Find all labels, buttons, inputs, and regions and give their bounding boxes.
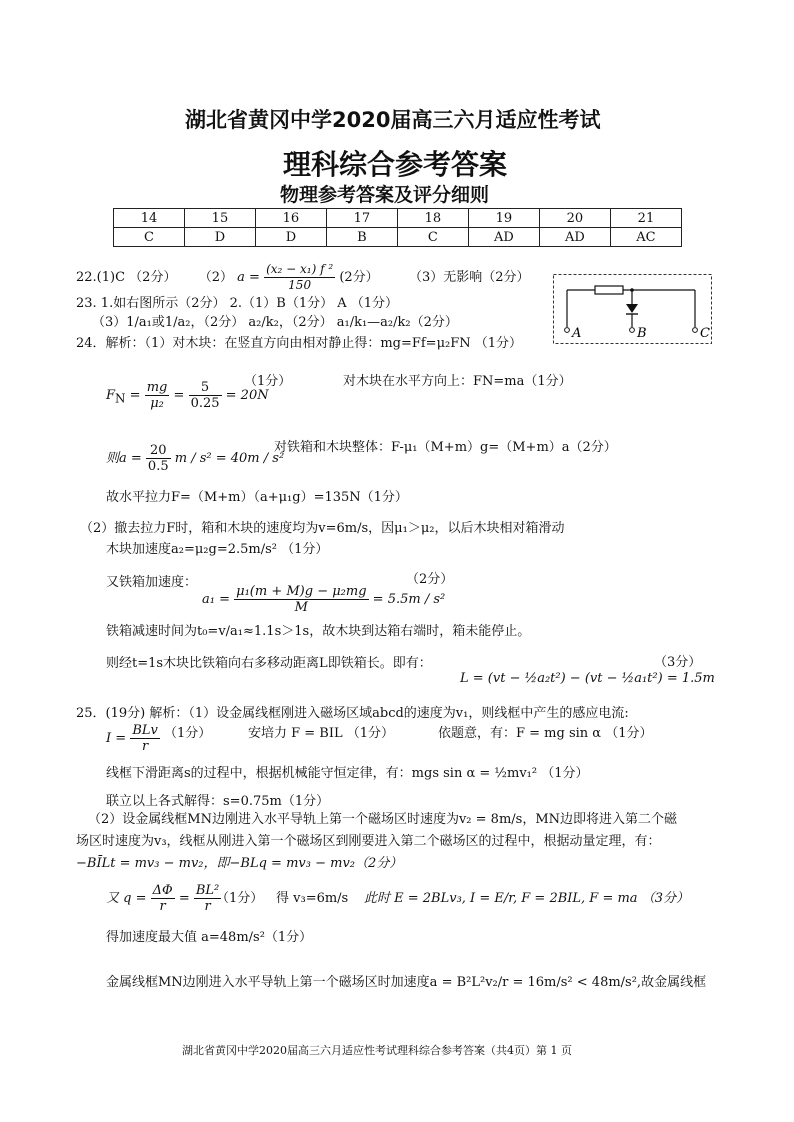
- q22-denominator: 150: [288, 278, 312, 292]
- answer-cell: AD: [539, 228, 610, 247]
- q25-p2-line2: 场区时速度为v₃，线框从刚进入第一个磁场区到刚要进入第二个磁场区的过程中，根据动量定理，有：: [76, 834, 661, 849]
- answer-cell: AC: [610, 228, 681, 247]
- q23-line2: （3）1/a₁或1/a₂，（2分） a₂/k₂，（2分） a₁/k₁—a₂/k₂（2分）: [92, 315, 458, 330]
- q24-a1-equation: [202, 584, 445, 615]
- answer-table: [113, 208, 682, 247]
- i-numerator: BLv: [132, 723, 158, 738]
- question-number: 14: [114, 209, 185, 228]
- fn-denominator-2: 0.25: [190, 396, 220, 411]
- terminal-b-icon: [630, 328, 635, 333]
- a-fraction: [146, 443, 171, 474]
- q25-ampere: 安培力 F = BIL （1分）: [248, 726, 395, 741]
- q24-intro: 24．解析：（1）对木块：在竖直方向由相对静止得：mg=Ff=μ₂FN （1分）: [76, 336, 523, 351]
- question-number: 20: [539, 209, 610, 228]
- q24-move-score: （3分）: [654, 655, 702, 670]
- a1-numerator: μ₁(m + M)g − μ₂mg: [236, 584, 367, 599]
- q-fraction-1: [151, 883, 175, 914]
- a-result: m / s² = 40m / s²: [174, 451, 285, 466]
- i-denominator: r: [141, 739, 149, 754]
- terminal-a-label: A: [572, 326, 582, 341]
- question-number: 15: [184, 209, 255, 228]
- main-title: 理科综合参考答案: [283, 148, 508, 181]
- q25-last-line: 金属线框MN边刚进入水平导轨上第一个磁场区时加速度a = B²L²v₂/r = 16m/s² < 48m/s²,故金属线框: [106, 975, 707, 990]
- answer-cell: C: [397, 228, 468, 247]
- q24-decel: 铁箱减速时间为t₀=v/a₁≈1.1s＞1s，故木块到达箱右端时，箱未能停止。: [106, 624, 531, 639]
- q24-horizontal: 对木块在水平方向上：FN=ma（1分）: [343, 374, 572, 389]
- q25-max-acc: 得加速度最大值 a=48m/s²（1分）: [106, 930, 313, 945]
- a1-score: （2分）: [406, 572, 454, 587]
- junction-dot-icon: [630, 288, 634, 292]
- q24-move: 则经t=1s木块比铁箱向右多移动距离L即铁箱长。即有：: [106, 656, 432, 671]
- q22-numerator: (x₂ − x₁) f ²: [266, 262, 334, 276]
- q22-part2-score: (2分）: [339, 270, 379, 285]
- q25-i-equation: [106, 723, 160, 754]
- a1-result: = 5.5m / s²: [372, 592, 446, 607]
- terminal-c-icon: [693, 328, 698, 333]
- answer-cell: C: [114, 228, 185, 247]
- terminal-c-label: C: [700, 326, 710, 341]
- fn-equals-2: =: [173, 388, 185, 403]
- fn-equals: =: [129, 388, 141, 403]
- question-number: 17: [326, 209, 397, 228]
- q-score: （1分）: [216, 891, 264, 906]
- q-numerator-1: ΔΦ: [152, 883, 173, 898]
- answer-table-numbers-row: [114, 209, 682, 228]
- q24-L-formula: L = (vt − ½a₂t²) − (vt − ½a₁t²) = 1.5m: [460, 671, 715, 686]
- q25-solve: 联立以上各式解得：s=0.75m（1分）: [106, 794, 330, 809]
- q25-q-equation: [106, 883, 221, 914]
- fn-fraction-2: [189, 380, 222, 411]
- q25-p2-line3: −BĪLt = mv₃ − mv₂，即−BLq = mv₃ − mv₂（2分）: [76, 856, 403, 871]
- q-prefix: 又 q =: [106, 891, 147, 906]
- sub-title: 物理参考答案及评分细则: [280, 184, 490, 206]
- fn-fraction-1: [145, 380, 170, 411]
- a-denominator: 0.5: [147, 459, 169, 474]
- answer-table-answers-row: [114, 228, 682, 247]
- q22-part3: （3）无影响（2分）: [408, 270, 530, 285]
- q-denominator-1: r: [159, 899, 166, 914]
- a1-lhs: a₁ =: [202, 592, 230, 607]
- a1-fraction: [234, 584, 368, 615]
- a-prefix: 则a =: [106, 451, 142, 466]
- terminal-b-label: B: [637, 326, 647, 341]
- q25-energy: 线框下滑距离s的过程中，根据机械能守恒定律，有：mgs sin α = ½mv₁² （1分）: [106, 766, 589, 781]
- q22-formula-lhs: a =: [237, 270, 260, 285]
- answer-cell: B: [326, 228, 397, 247]
- q25-p2-line1: （2）设金属线框MN边刚进入水平导轨上第一个磁场区时速度为v₂ = 8m/s，MN边即将进入第二个磁: [88, 812, 678, 827]
- i-fraction: [130, 723, 160, 754]
- q22-part2-prefix: （2）: [198, 270, 234, 285]
- q24-box-acc-label: 又铁箱加速度：: [106, 575, 198, 590]
- question-number: 19: [468, 209, 539, 228]
- fn-numerator-2: 5: [189, 380, 222, 396]
- school-title: 湖北省黄冈中学2020届高三六月适应性考试: [185, 108, 601, 132]
- i-score: （1分）: [164, 726, 212, 741]
- q22-part1: 22.(1)C （2分）: [76, 270, 177, 285]
- q25-v3: 得 v₃=6m/s: [276, 891, 349, 906]
- i-lhs: I =: [106, 731, 127, 746]
- fn-result: = 20N: [225, 388, 269, 403]
- fn-symbol: F: [106, 388, 116, 403]
- question-number: 18: [397, 209, 468, 228]
- a1-denominator: M: [294, 600, 308, 615]
- fn-subscript: N: [115, 391, 126, 406]
- terminal-a-icon: [565, 328, 570, 333]
- answer-cell: AD: [468, 228, 539, 247]
- q24-force: 故水平拉力F=（M+m）（a+μ₁g）=135N（1分）: [106, 490, 408, 505]
- question-number: 21: [610, 209, 681, 228]
- q-numerator-2: BL²: [195, 883, 220, 898]
- fn-numerator-1: mg: [146, 380, 168, 395]
- circuit-diagram: [553, 274, 712, 344]
- q25-moment: 此时 E = 2BLv₃, I = E/r, F = 2BIL, F = ma （3分）: [364, 891, 689, 906]
- q24-p2-line2: 木块加速度a₂=μ₂g=2.5m/s² （1分）: [106, 542, 329, 557]
- q22-line: [76, 262, 529, 293]
- q23-line1: 23. 1.如右图所示（2分） 2.（1）B（1分） A （1分）: [76, 296, 399, 311]
- answer-cell: D: [255, 228, 326, 247]
- resistor-icon: [595, 286, 623, 294]
- q24-whole: 对铁箱和木块整体：F-μ₁（M+m）g=（M+m）a（2分）: [274, 440, 617, 455]
- q-denominator-2: r: [204, 899, 211, 914]
- q-equals: =: [178, 891, 190, 906]
- fn-denominator-1: μ₂: [150, 396, 164, 411]
- answer-cell: D: [184, 228, 255, 247]
- diode-icon: [626, 304, 638, 313]
- q24-p2-line1: （2）撤去拉力F时，箱和木块的速度均为v=6m/s，因μ₁＞μ₂，以后木块相对箱滑动: [80, 521, 565, 536]
- fn-score: （1分）: [244, 374, 292, 389]
- q25-given: 依题意，有：F = mg sin α （1分）: [438, 726, 653, 741]
- question-number: 16: [255, 209, 326, 228]
- page-footer: 湖北省黄冈中学2020届高三六月适应性考试理科综合参考答案（共4页）第 1 页: [182, 1044, 572, 1057]
- a-numerator: 20: [146, 443, 171, 459]
- q22-fraction: [264, 262, 335, 293]
- q25-intro: 25．(19分) 解析：（1）设金属线框刚进入磁场区域abcd的速度为v₁，则线框中产生的感应电流:: [76, 706, 629, 721]
- q24-a-equation: [106, 443, 284, 474]
